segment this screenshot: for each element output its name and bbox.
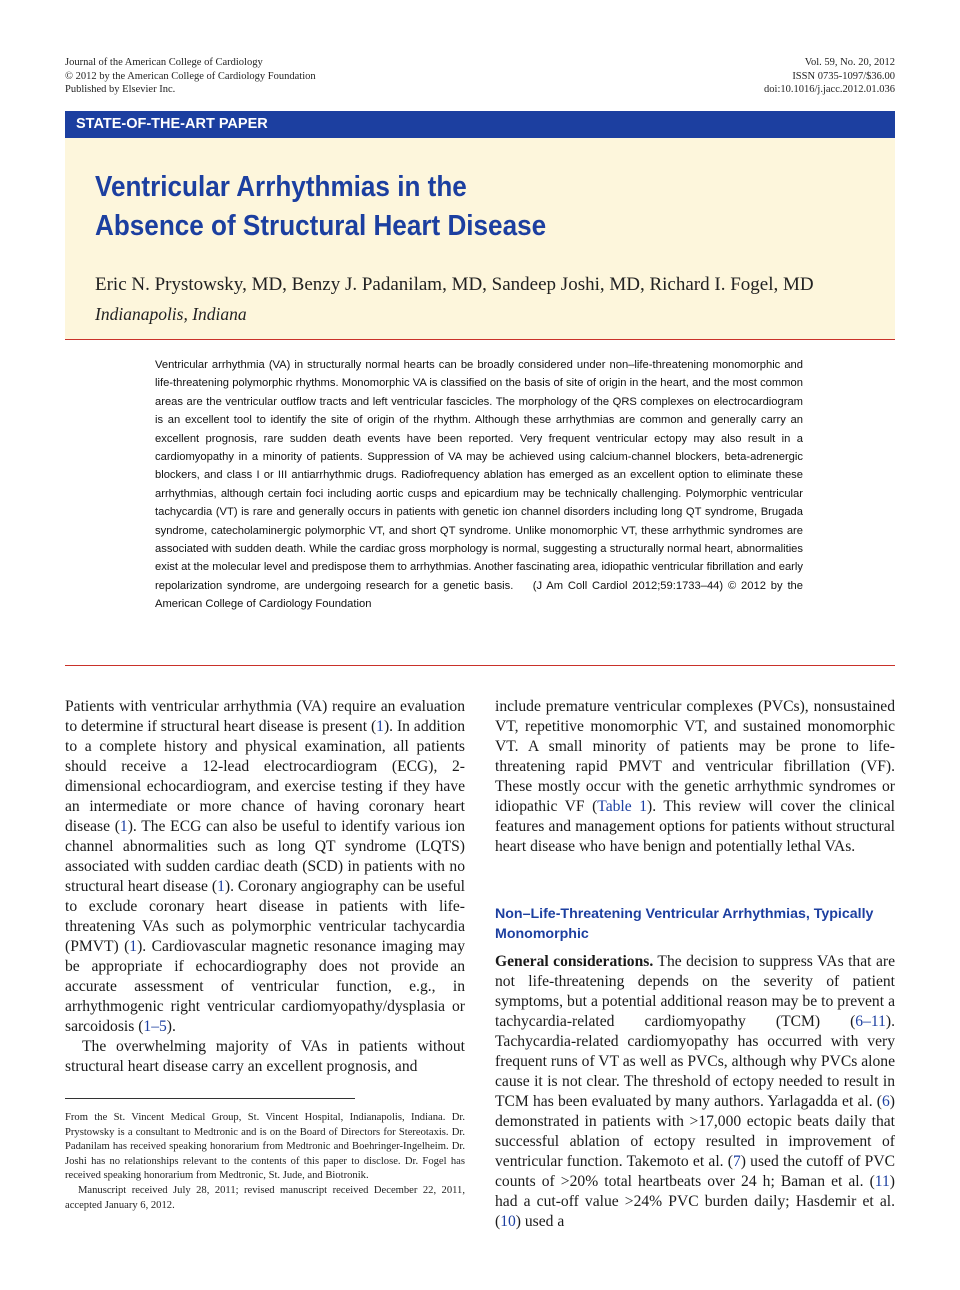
citation-link[interactable]: 1 xyxy=(217,878,225,895)
journal-name: Journal of the American College of Cardiology xyxy=(65,57,263,68)
volume-line: Vol. 59, No. 20, 2012 xyxy=(804,57,895,68)
citation-link[interactable]: 10 xyxy=(500,1213,516,1230)
body-column-right-section xyxy=(495,952,895,1232)
doi-line: doi:10.1016/j.jacc.2012.01.036 xyxy=(764,84,895,95)
footnote-divider xyxy=(65,1098,355,1099)
citation-link[interactable]: 1 xyxy=(119,818,128,835)
citation-link[interactable]: 1–5 xyxy=(143,1018,167,1035)
issn-line: ISSN 0735-1097/$36.00 xyxy=(792,70,895,82)
intro-paragraph-continued: include premature ventricular complexes (PVCs), nonsustained VT, repetitive monomorphic VT, and sustained monomorphic VT. A small minority of patients may be prone to life-threatening rapid PMVT and ventricular fibrillation (VF). These mostly occur with the genetic arrhythmic syndromes or idiopathic VF (Table 1). This review will cover the clinical features and management options for patients without structural heart disease who have benign and potentially lethal VAs. xyxy=(495,698,895,855)
general-considerations-text: The decision to suppress VAs that are not life-threatening depends on the severity of patient symptoms, but a potential additional reason may be to prevent a tachycardia-related cardiomyopathy (TCM) (6–11). Tachycardia-related cardiomyopathy has occurred with very frequent runs of VT as well as PVCs, although why PVCs alone cause it is not clear. The threshold of ectopy needed to result in TCM has been evaluated by many authors. Yarlagadda et al. (6) demonstrated in patients with >17,000 ectopic beats daily that successful ablation of ectopy resulted in improvement of ventricular function. Takemoto et al. (7) used the cutoff of PVC counts of >20% total heartbeats over 24 h; Baman et al. (11) had a cut-off value >24% PVC burden daily; Hasdemir et al. (10) used a xyxy=(495,953,895,1230)
body-column-right-top xyxy=(495,697,895,857)
footnote-manuscript-dates: Manuscript received July 28, 2011; revised manuscript received December 22, 2011, accepted January 6, 2012. xyxy=(65,1184,465,1211)
body-column-left xyxy=(65,697,465,1077)
article-title xyxy=(95,168,599,246)
runin-heading: General considerations. xyxy=(495,953,654,970)
author-location: Indianapolis, Indiana xyxy=(95,304,247,324)
abstract-text: Ventricular arrhythmia (VA) in structurally normal hearts can be broadly considered under non–life-threatening monomorphic and life-threatening polymorphic rhythms. Monomorphic VA is classified on the basis of site of origin in the heart, and the most common areas are the ventricular outflow tracts and left ventricular fascicles. The morphology of the QRS complexes on electrocardiogram is an excellent tool to identify the site of origin of the rhythm. Although these arrhythmias are common and generally carry an excellent prognosis, rare sudden death events have been reported. Very frequent ventricular ectopy may also result in a cardiomyopathy in a minority of patients. Suppression of VA may be achieved using calcium-channel blockers, beta-adrenergic blockers, and class I or III antiarrhythmic drugs. Radiofrequency ablation has emerged as an excellent option to eliminate these arrhythmias, although certain foci including aortic cusps and epicardium may be technically challenging. Polymorphic ventricular tachycardia (VT) is rare and generally occurs in patients with genetic ion channel disorders including long QT syndrome, Brugada syndrome, catecholaminergic polymorphic VT, and short QT syndrome. Unlike monomorphic VT, these arrhythmic syndromes are associated with sudden death. While the cardiac gross morphology is normal, suggesting a structurally normal heart, abnormalities exist at the molecular level and predispose them to arrhythmias. Another fascinating area, idiopathic ventricular fibrillation and early repolarization syndrome, are undergoing research for a genetic basis. xyxy=(155,359,803,592)
citation-link[interactable]: 6–11 xyxy=(855,1013,886,1030)
citation-link[interactable]: 11 xyxy=(874,1173,890,1190)
citation-link[interactable]: 1 xyxy=(129,938,138,955)
abstract xyxy=(155,356,803,614)
article-type-banner: STATE-OF-THE-ART PAPER xyxy=(65,111,895,138)
citation-link[interactable]: 7 xyxy=(732,1153,741,1170)
citation-link[interactable]: Table 1 xyxy=(597,798,648,815)
citation-link[interactable]: 1 xyxy=(376,718,384,735)
section-heading: Non–Life-Threatening Ventricular Arrhythmias, Typically Monomorphic xyxy=(495,906,874,942)
journal-header-right xyxy=(764,56,895,97)
copyright-line: © 2012 by the American College of Cardiology Foundation xyxy=(65,70,316,82)
footnote-affiliation: From the St. Vincent Medical Group, St. Vincent Hospital, Indianapolis, Indiana. Dr. Prystowsky is a consultant to Medtronic and is on the Board of Directors for Stereotaxis. Dr. Padanilam has received speaking honorarium from Medtronic and Boehringer-Ingelheim. Dr. Joshi has no relationships relevant to the contents of this paper to disclose. Dr. Fogel has received speaking honorarium from Medtronic, St. Jude, and Biotronik. xyxy=(65,1112,465,1182)
footnote xyxy=(65,1111,465,1213)
title-divider xyxy=(65,339,895,340)
intro-paragraph-2: The overwhelming majority of VAs in patients without structural heart disease carry an excellent prognosis, and xyxy=(65,1038,465,1075)
abstract-citation: (J Am Coll Cardiol 2012;59:1733–44) © 2012 by the American College of Cardiology Foundation xyxy=(155,579,803,611)
abstract-divider xyxy=(65,665,895,666)
publisher-line: Published by Elsevier Inc. xyxy=(65,84,176,95)
general-considerations-paragraph xyxy=(495,952,895,1232)
title-line-1: Ventricular Arrhythmias in the xyxy=(95,171,467,203)
journal-header-left xyxy=(65,56,316,97)
intro-paragraph-1: Patients with ventricular arrhythmia (VA) require an evaluation to determine if structural heart disease is present (1). In addition to a complete history and physical examination, all patients should receive a 12-lead electrocardiogram (ECG), 2-dimensional echocardiogram, and exercise testing if they have an intermediate or more chance of having coronary heart disease (1). The ECG can also be useful to identify various ion channel abnormalities such as long QT syndrome (LQTS) associated with sudden cardiac death (SCD) in patients with no structural heart disease (1). Coronary angiography can be useful to exclude coronary heart disease in patients with life-threatening VAs such as polymorphic ventricular tachycardia (PMVT) (1). Cardiovascular magnetic resonance imaging may be appropriate if echocardiography does not provide an accurate assessment of ventricular function, e.g., in arrhythmogenic right ventricular cardiomyopathy/dysplasia or sarcoidosis (1–5). xyxy=(65,698,465,1035)
author-list: Eric N. Prystowsky, MD, Benzy J. Padanilam, MD, Sandeep Joshi, MD, Richard I. Fogel, MD xyxy=(95,274,814,295)
title-line-2: Absence of Structural Heart Disease xyxy=(95,210,547,242)
citation-link[interactable]: 6 xyxy=(882,1093,890,1110)
